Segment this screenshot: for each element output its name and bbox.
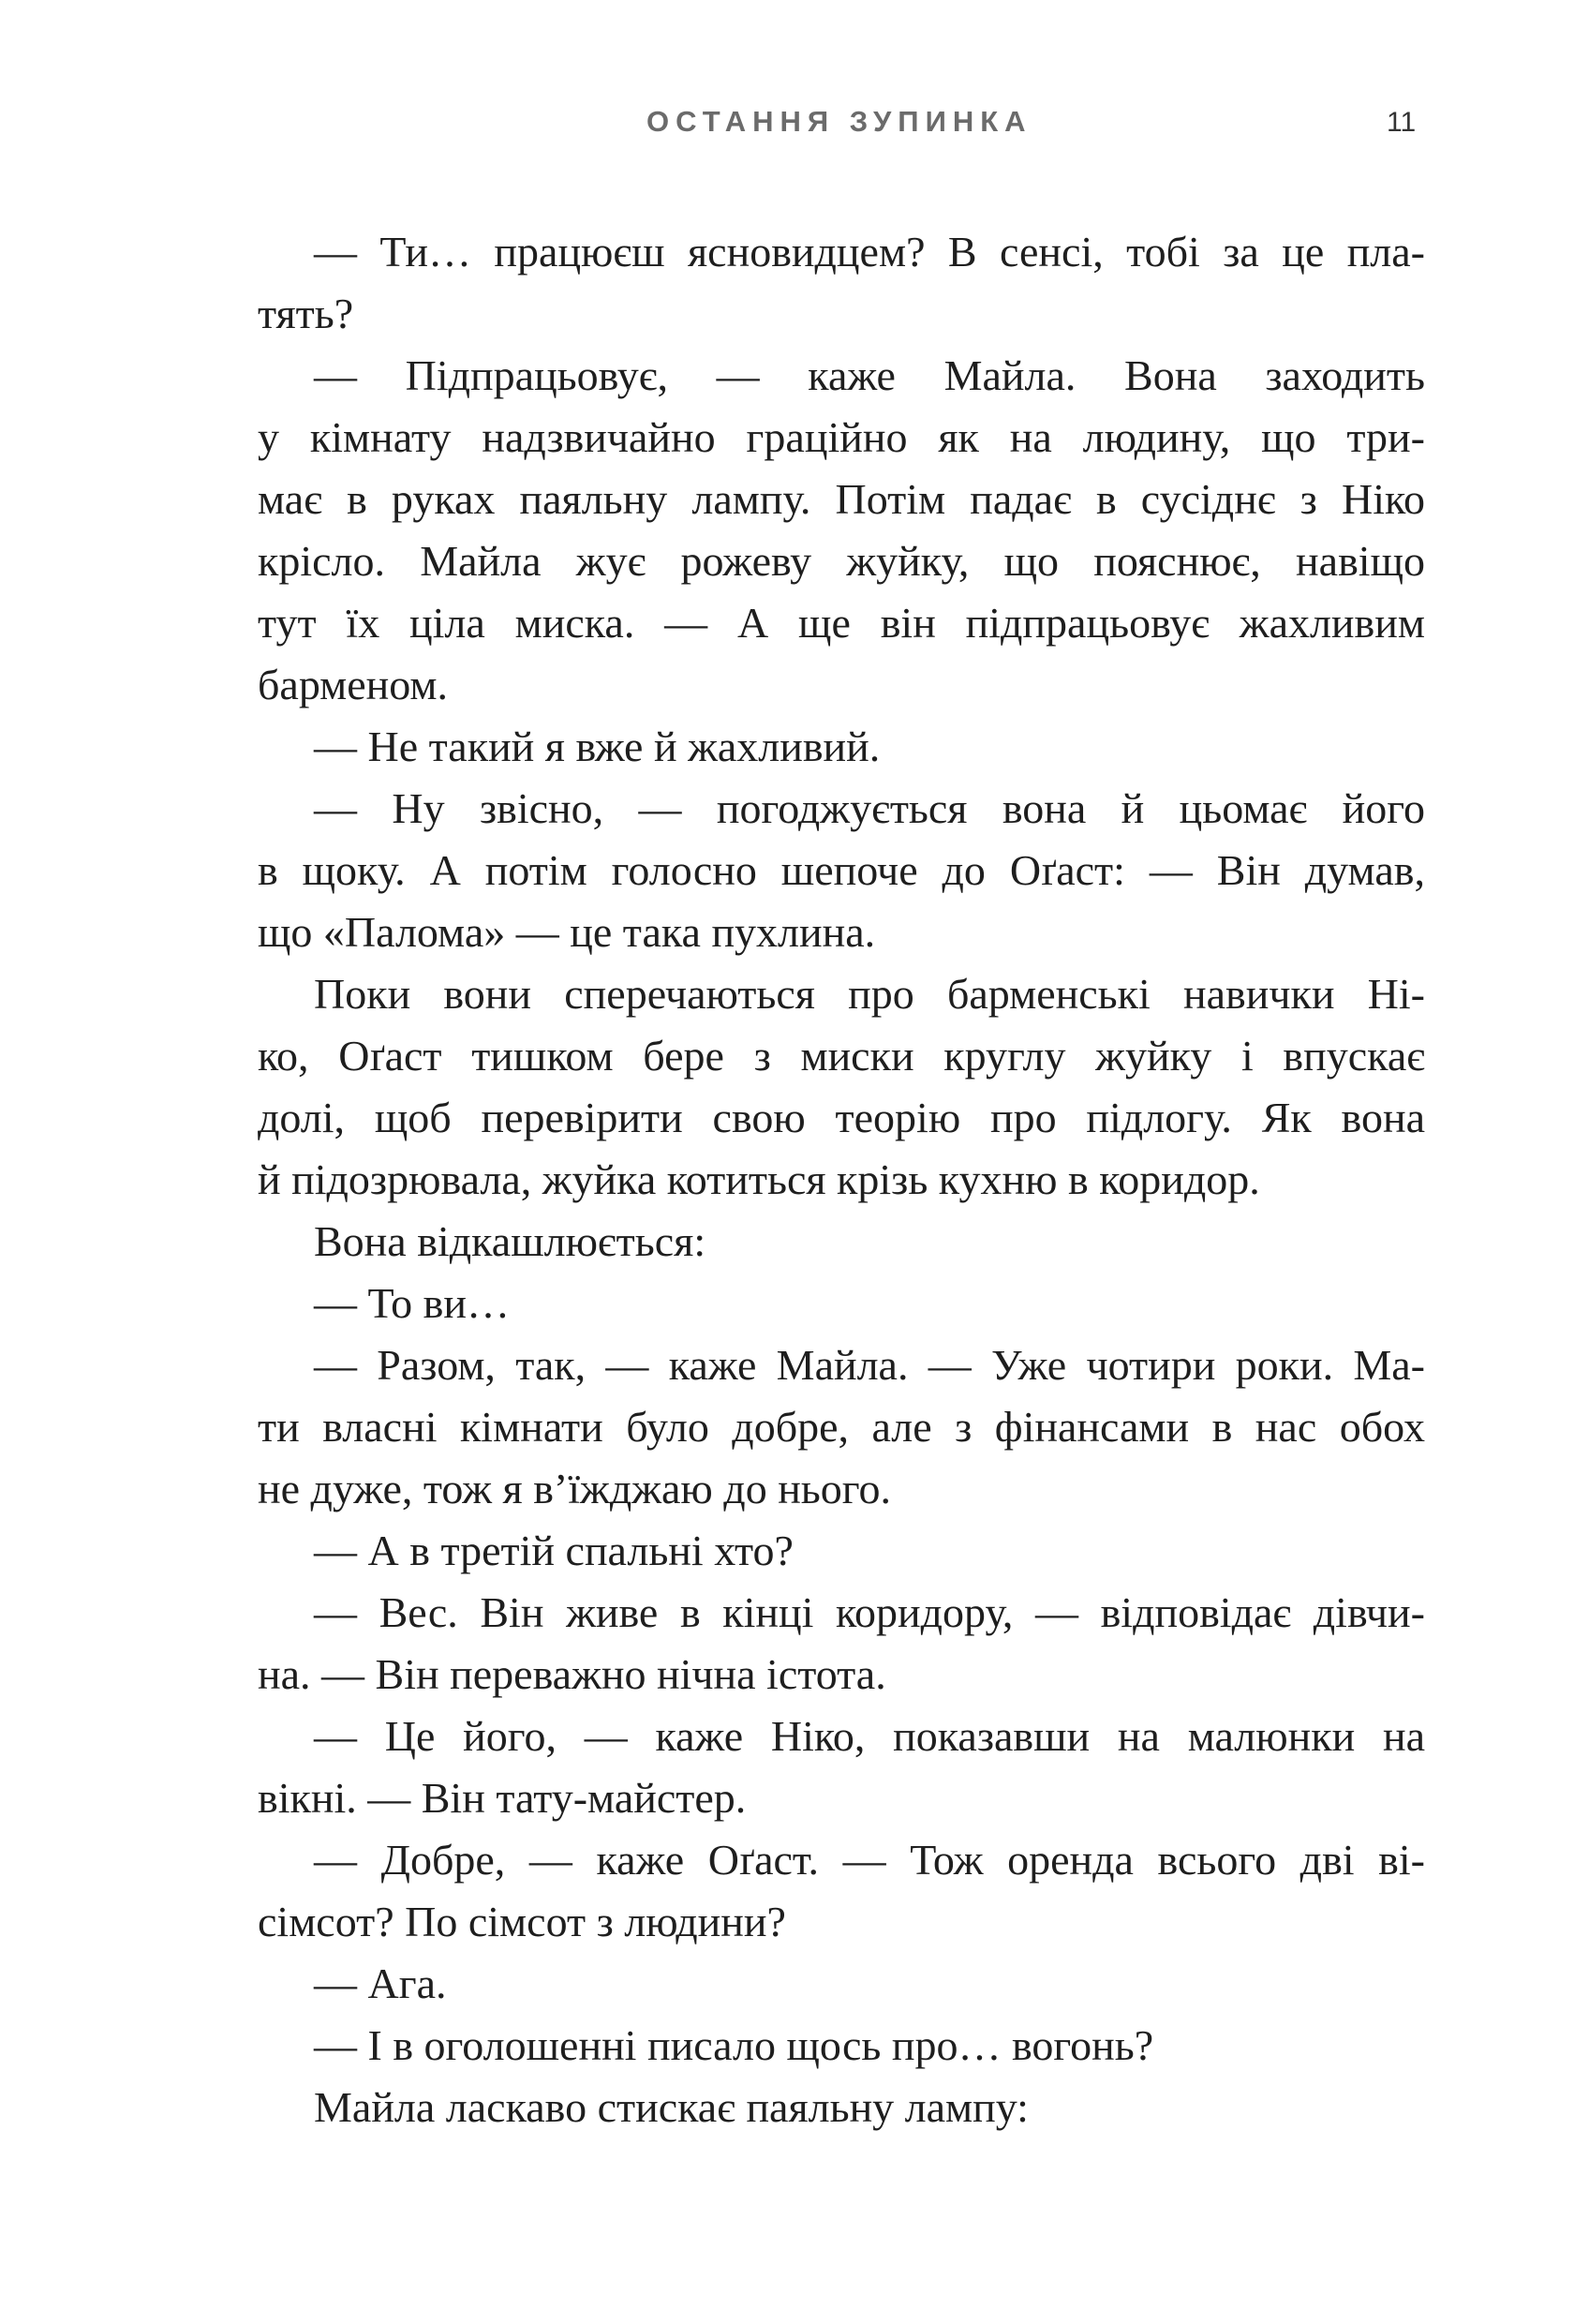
running-head [0, 105, 1589, 142]
text-line: — І в оголошенні писало щось про… вогонь? [314, 2021, 1154, 2069]
text-line: — А в третій спальні хто? [314, 1527, 794, 1574]
text-line: — Це його, — каже Ніко, показавши на малюнки на [314, 1712, 1425, 1760]
text-line: барменом. [258, 661, 449, 708]
text-line: має в руках паяльну лампу. Потім падає в сусіднє з Ніко [258, 475, 1425, 523]
text-line: ти власні кімнати було добре, але з фінансами в нас обох [258, 1403, 1425, 1451]
text-line: — Підпрацьовує, — каже Майла. Вона заходить [314, 351, 1425, 399]
text-line: у кімнату надзвичайно граційно як на людину, що три- [258, 413, 1425, 461]
text-line: що «Палома» — це така пухлина. [258, 908, 876, 956]
text-line: — Добре, — каже Оґаст. — Тож оренда всього дві ві- [314, 1836, 1425, 1884]
text-line: — То ви… [314, 1279, 510, 1327]
text-line: — Не такий я вже й жахливий. [314, 723, 881, 770]
text-line: сімсот? По сімсот з людини? [258, 1898, 786, 1945]
text-line: крісло. Майла жує рожеву жуйку, що пояснює, навіщо [258, 537, 1425, 585]
text-line: Вона відкашлюється: [314, 1217, 706, 1265]
text-line: — Вес. Він живе в кінці коридору, — відповідає дівчи- [314, 1588, 1425, 1636]
text-line: — Разом, так, — каже Майла. — Уже чотири роки. Ма- [314, 1341, 1425, 1389]
text-line: на. — Він переважно нічна істота. [258, 1650, 886, 1698]
page-number: 11 [1387, 107, 1417, 138]
text-line: Поки вони сперечаються про барменські навички Ні- [314, 970, 1425, 1018]
text-line: вікні. — Він тату-майстер. [258, 1774, 747, 1822]
text-line: тут їх ціла миска. — А ще він підпрацьовує жахливим [258, 599, 1425, 647]
text-line: — Ти… працюєш ясновидцем? В сенсі, тобі за це пла- [314, 228, 1425, 276]
text-line: й підозрювала, жуйка котиться крізь кухню в коридор. [258, 1155, 1260, 1203]
text-line: в щоку. А потім голосно шепоче до Оґаст: — Він думав, [258, 846, 1425, 894]
text-line: ко, Оґаст тишком бере з миски круглу жуйку і впускає [258, 1032, 1425, 1080]
text-line: долі, щоб перевірити свою теорію про підлогу. Як вона [258, 1094, 1425, 1141]
body-text [258, 221, 1425, 2138]
running-title: ОСТАННЯ ЗУПИНКА [646, 105, 1032, 138]
text-line: Майла ласкаво стискає паяльну лампу: [314, 2083, 1029, 2131]
text-line: — Ага. [314, 1959, 447, 2007]
text-line: — Ну звісно, — погоджується вона й цьомає його [314, 784, 1425, 832]
text-line: тять? [258, 290, 354, 337]
text-line: не дуже, тож я в’їжджаю до нього. [258, 1465, 892, 1512]
